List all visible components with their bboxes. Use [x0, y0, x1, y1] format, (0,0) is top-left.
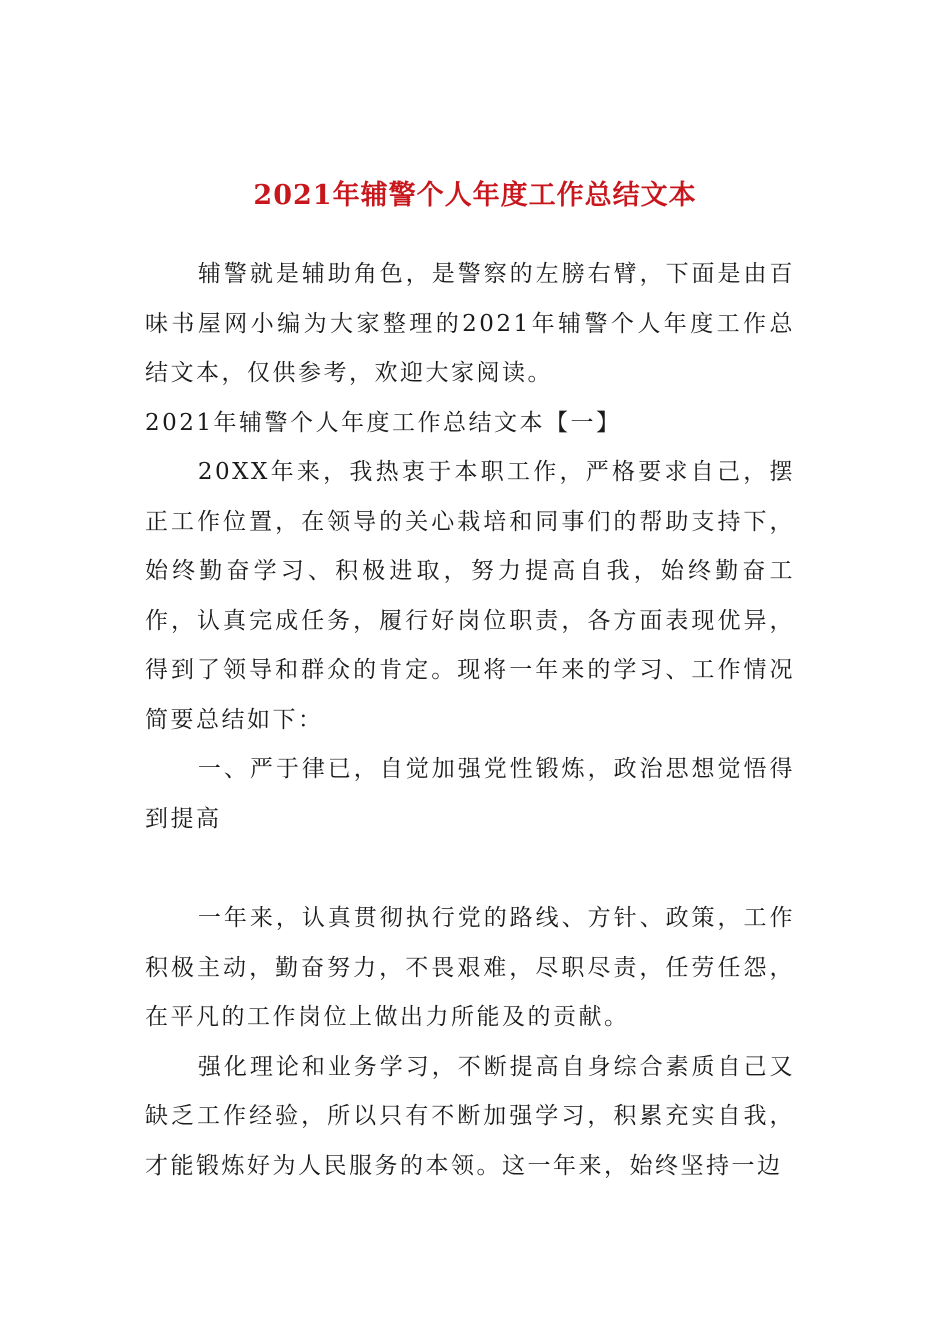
paragraph-gap	[145, 844, 795, 894]
document-title: 2021年辅警个人年度工作总结文本	[253, 180, 697, 211]
document-body	[145, 250, 795, 1191]
intro-paragraph: 辅警就是辅助角色，是警察的左膀右臂，下面是由百味书屋网小编为大家整理的2021年辅警个人年度工作总结文本，仅供参考，欢迎大家阅读。	[145, 261, 795, 386]
section-heading: 2021年辅警个人年度工作总结文本【一】	[145, 409, 622, 436]
subsection-heading: 一、严于律已，自觉加强党性锻炼，政治思想觉悟得到提高	[145, 756, 795, 832]
body-paragraph: 强化理论和业务学习，不断提高自身综合素质自己又缺乏工作经验，所以只有不断加强学习，积累充实自我，才能锻炼好为人民服务的本领。这一年来，始终坚持一边	[145, 1053, 795, 1179]
body-paragraph: 一年来，认真贯彻执行党的路线、方针、政策，工作积极主动，勤奋努力，不畏艰难，尽职尽责，任劳任怨，在平凡的工作岗位上做出力所能及的贡献。	[145, 905, 795, 1030]
body-paragraph: 20XX年来，我热衷于本职工作，严格要求自己，摆正工作位置，在领导的关心栽培和同事们的帮助支持下，始终勤奋学习、积极进取，努力提高自我，始终勤奋工作，认真完成任务，履行好岗位职责，各方面表现优异，得到了领导和群众的肯定。现将一年来的学习、工作情况简要总结如下：	[145, 459, 795, 733]
